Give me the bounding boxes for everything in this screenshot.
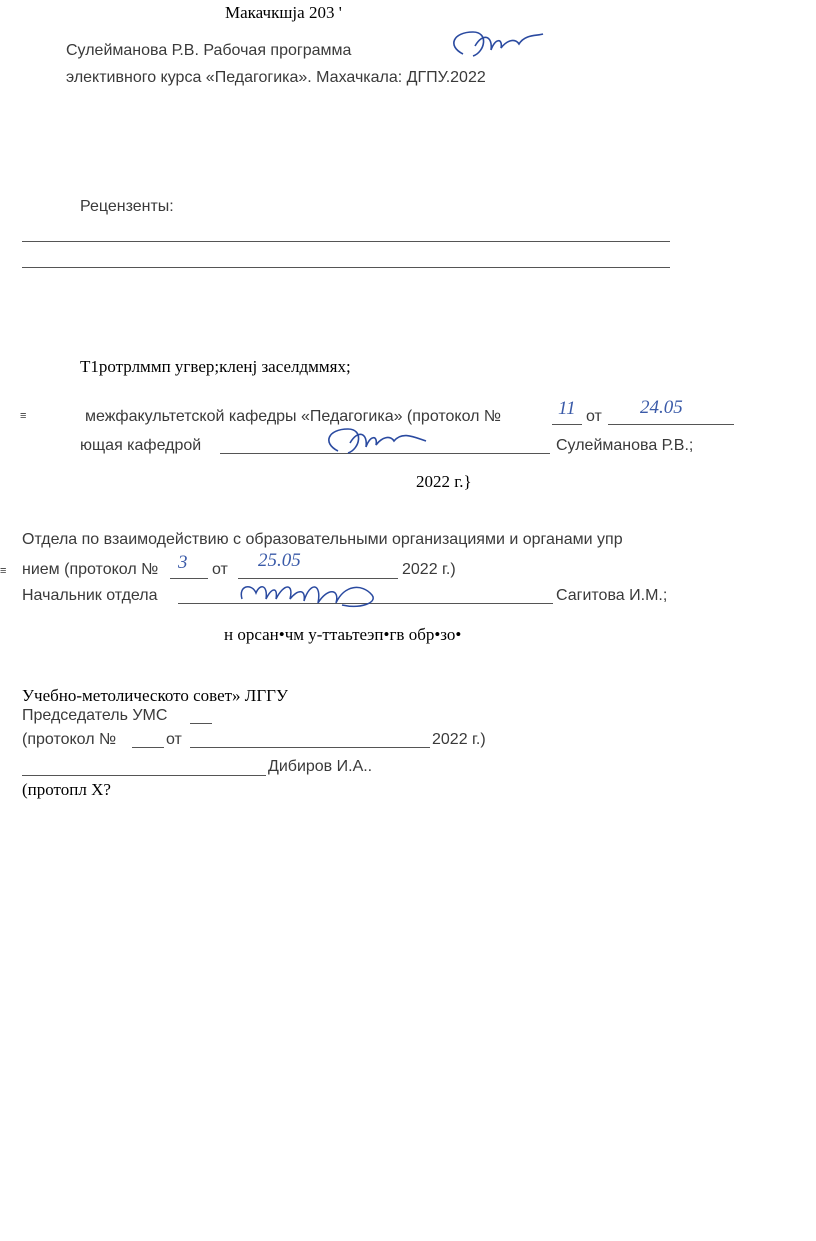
dept-approval-line: межфакультетской кафедры «Педагогика» (протокол №	[85, 408, 502, 425]
council-year: 2022 г.)	[432, 731, 486, 748]
underline	[190, 747, 430, 748]
signature-line	[22, 775, 266, 776]
reviewer-line-1	[22, 241, 670, 242]
underline	[170, 578, 208, 579]
margin-mark: ≡	[0, 565, 7, 577]
chief-label: Начальник отдела	[22, 587, 158, 604]
council-chair: Председатель УМС	[22, 707, 168, 724]
dept-date: 24.05	[640, 397, 683, 418]
department-garbled-line: н орсан•чм у-ттаьтеэп•гв обр•зо•	[224, 625, 462, 644]
council-name: Дибиров И.А..	[268, 758, 373, 775]
citation-line-1: Сулейманова Р.В. Рабочая программа	[66, 42, 352, 59]
head-name: Сулейманова Р.В.;	[556, 437, 694, 454]
dept-protocol-no: 11	[558, 398, 576, 419]
citation-line-2: элективного курса «Педагогика». Махачкала: ДГПУ.2022	[66, 69, 486, 86]
department-protocol-prefix: нием (протокол №	[22, 561, 159, 578]
approval-year: 2022 г.}	[416, 472, 472, 491]
department-line-1: Отдела по взаимодействию с образовательными организациями и органами упр	[22, 531, 623, 548]
council-heading: Учебно-метолическото совет» ЛГГУ	[22, 686, 289, 705]
underline	[608, 424, 734, 425]
department-from: от	[212, 561, 228, 578]
department-protocol-no: 3	[178, 552, 188, 573]
department-year: 2022 г.)	[402, 561, 456, 578]
chief-name: Сагитова И.М.;	[556, 587, 668, 604]
council-footer: (протопл Х?	[22, 780, 111, 799]
reviewer-line-2	[22, 267, 670, 268]
margin-mark: ≡	[20, 410, 27, 422]
underline	[132, 747, 164, 748]
head-signature	[318, 425, 428, 461]
department-date: 25.05	[258, 550, 301, 571]
city-year: Макачкшја 203 '	[225, 3, 342, 22]
author-signature	[445, 26, 545, 66]
dept-from: от	[586, 408, 602, 425]
head-label: ющая кафедрой	[80, 437, 202, 454]
underline	[190, 723, 212, 724]
approval-heading: Т1ротрлммп угвер;кленј заселдммях;	[80, 357, 351, 376]
underline	[552, 424, 582, 425]
council-protocol-from: от	[166, 731, 182, 748]
chief-signature	[232, 577, 382, 611]
council-protocol-prefix: (протокол №	[22, 731, 117, 748]
reviewers-label: Рецензенты:	[80, 198, 174, 215]
